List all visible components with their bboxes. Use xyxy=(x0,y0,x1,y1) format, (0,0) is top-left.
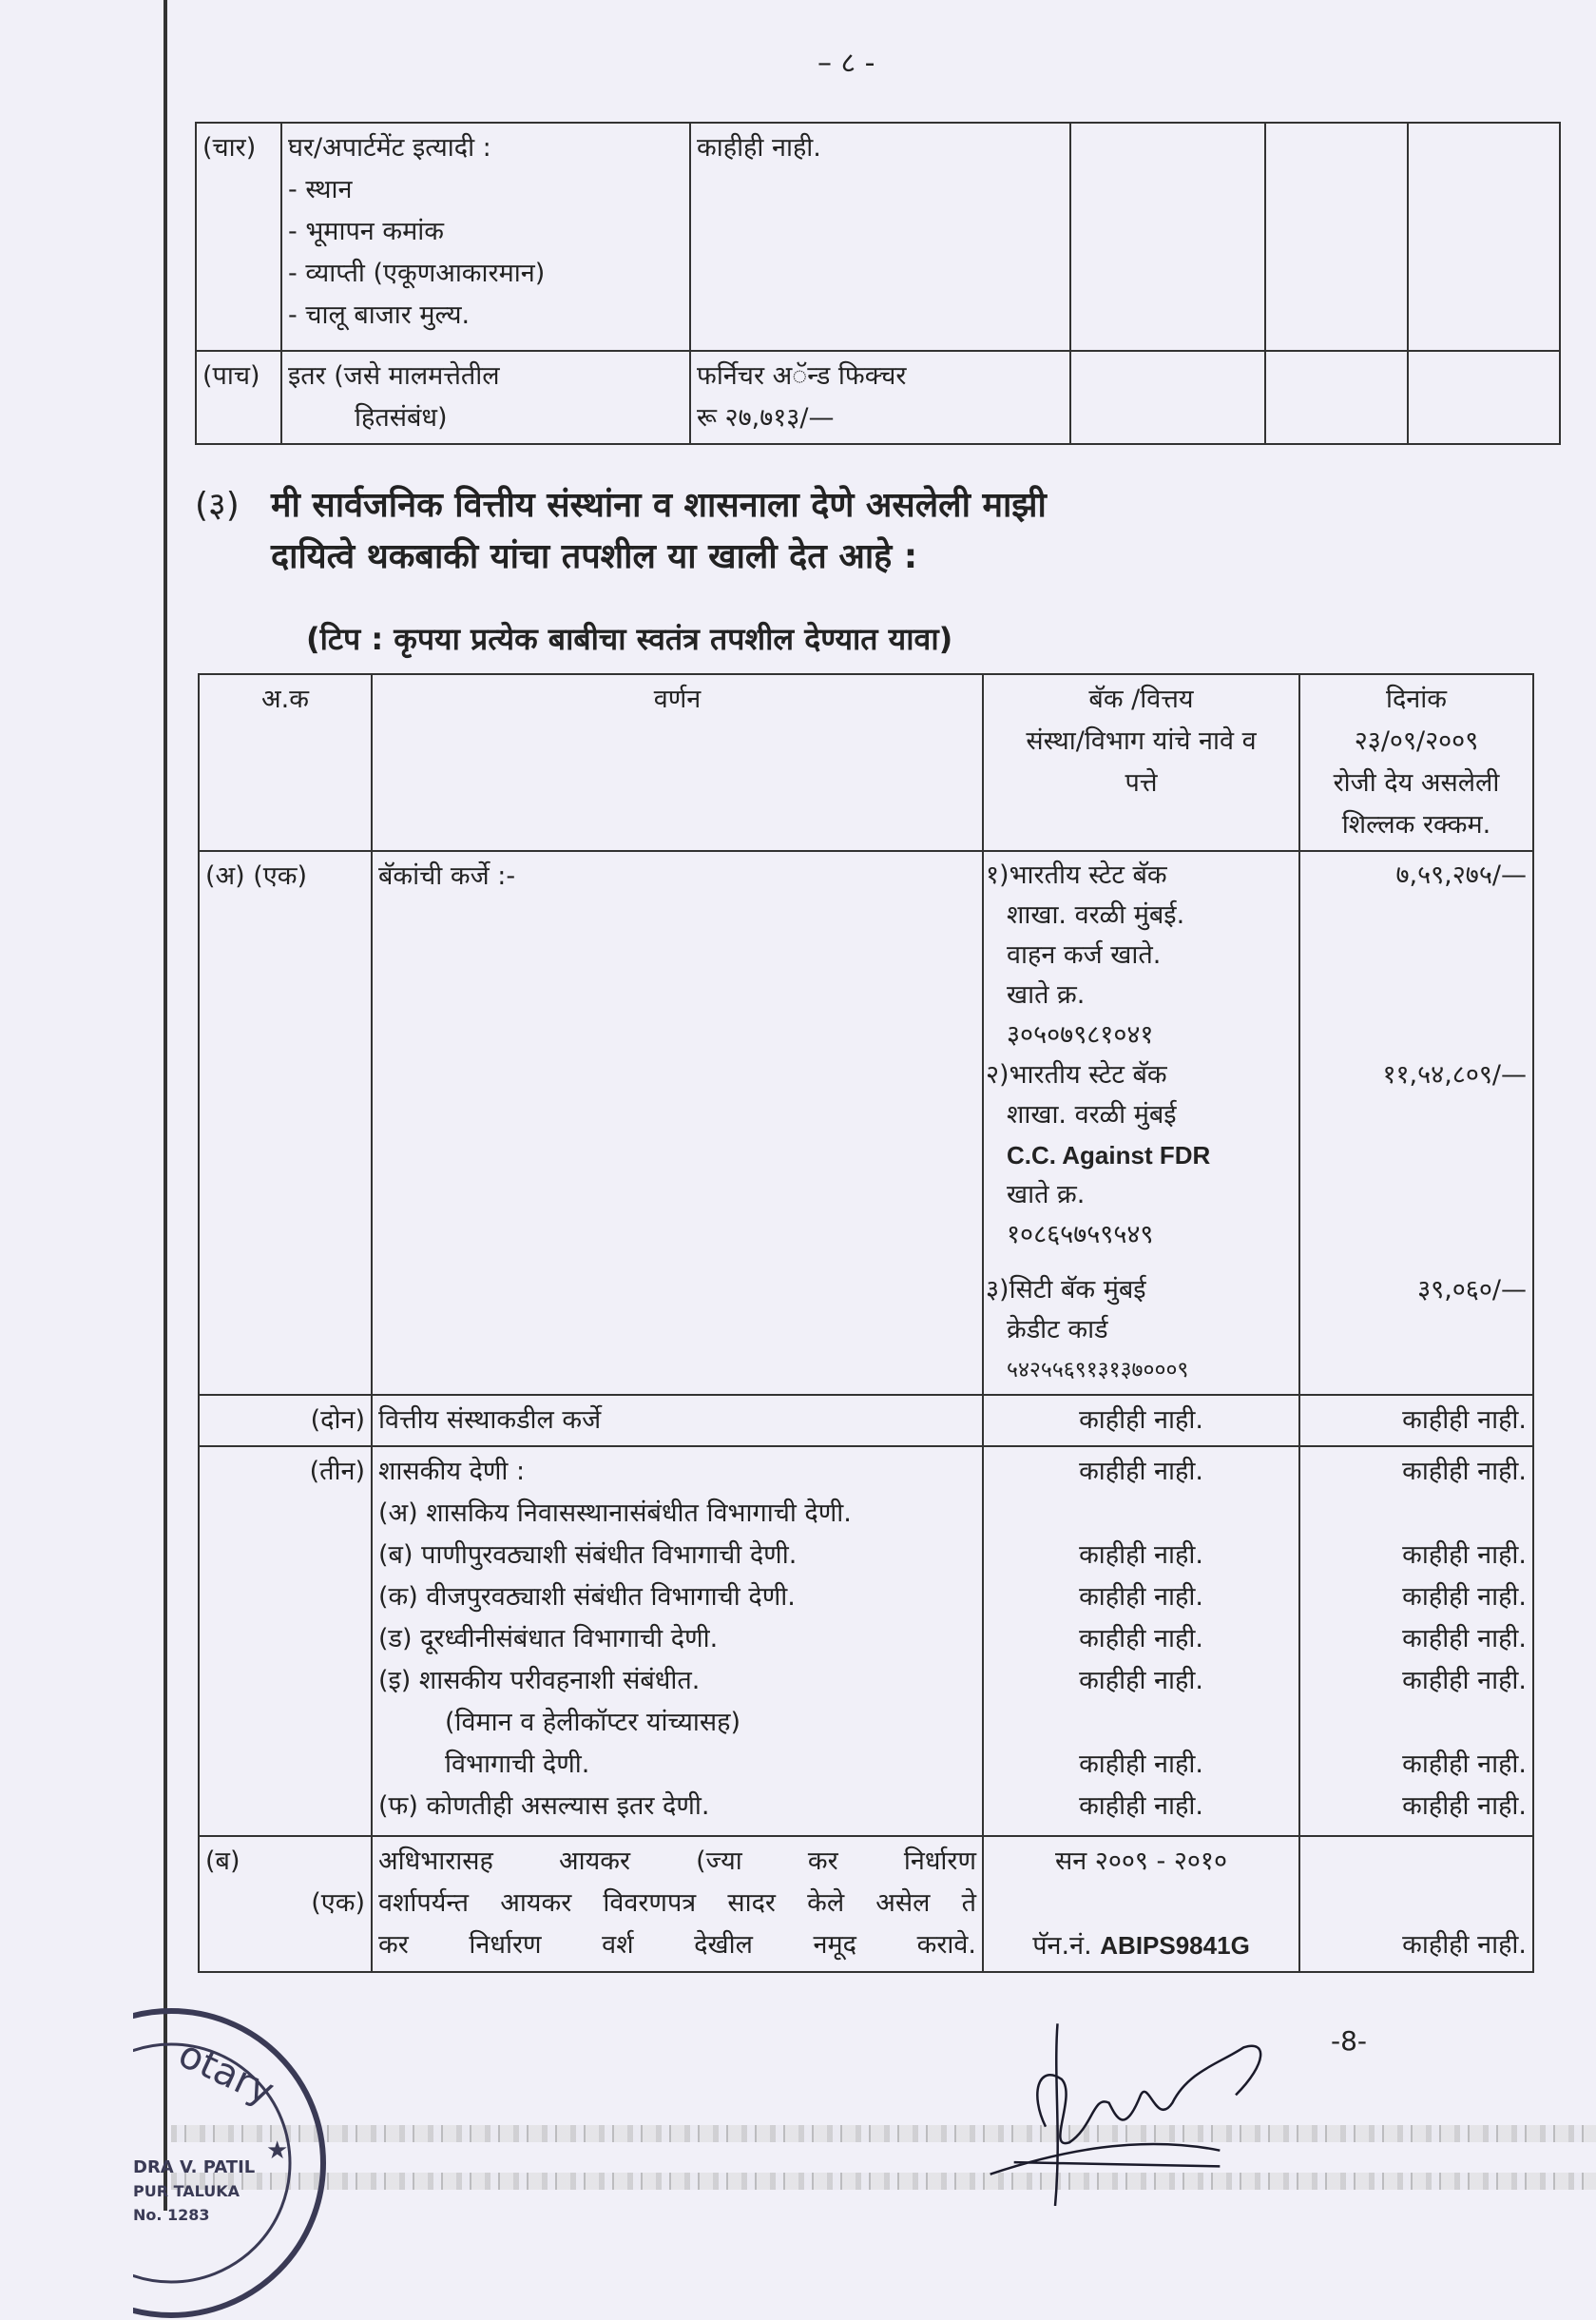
svg-text:No. 1283: No. 1283 xyxy=(133,2206,210,2224)
bank-details xyxy=(983,851,1299,1395)
section-note: (टिप : कृपया प्रत्येक बाबीचा स्वतंत्र तपशील देण्यात यावा) xyxy=(306,621,953,657)
row-number: (पाच) xyxy=(196,351,281,444)
header-bank xyxy=(983,674,1299,851)
header-line: २३/०९/२००९ xyxy=(1354,726,1479,756)
bank-value: काहीही नाही. xyxy=(1079,1624,1203,1653)
bank-value: काहीही नाही. xyxy=(1079,1750,1203,1779)
row-number-a: (ब) xyxy=(205,1846,240,1876)
amount-value xyxy=(1306,1493,1527,1535)
desc-line: - व्याप्ती (एकूणआकारमान) xyxy=(288,259,546,288)
table-row-govt xyxy=(199,1446,1533,1836)
detail-line: काहीही नाही. xyxy=(697,133,821,163)
amount-value: ११,५४,८०९/— xyxy=(1382,1060,1527,1090)
bank-line: खाते क्र. xyxy=(1007,1180,1086,1209)
desc-line: हितसंबंध) xyxy=(355,403,448,433)
amount-value: काहीही नाही. xyxy=(1402,1750,1527,1779)
row-detail xyxy=(690,351,1070,444)
row-number: (चार) xyxy=(196,123,281,351)
govt-item: (इ) शासकीय परीवहनाशी संबंधीत. xyxy=(378,1666,701,1695)
bank-line: २)भारतीय स्टेट बॅक xyxy=(986,1060,1167,1090)
detail-line: रू २७,७१३/— xyxy=(697,403,835,433)
desc-line: इतर (जसे मालमत्तेतील xyxy=(288,361,500,391)
amount-value: काहीही नाही. xyxy=(1402,1930,1527,1960)
desc-line: कर निर्धारण वर्श देखील नमूद करावे. xyxy=(378,1930,976,1960)
pan-number: ABIPS9841G xyxy=(1100,1931,1250,1960)
row-number: (तीन) xyxy=(199,1446,372,1836)
row-description xyxy=(281,123,690,351)
amount-value: काहीही नाही. xyxy=(1402,1457,1527,1486)
row-description xyxy=(281,351,690,444)
table-row-fin-inst xyxy=(199,1395,1533,1446)
scan-noise xyxy=(171,2173,1596,2190)
govt-item: (अ) शासकिय निवासस्थानासंबंधीत विभागाची देणी. xyxy=(378,1498,852,1528)
bank-value: काहीही नाही. xyxy=(1079,1666,1203,1695)
desc-line: - भूमापन कमांक xyxy=(288,217,444,246)
header-line: शिल्लक रक्कम. xyxy=(1341,810,1491,840)
svg-text:DRA V. PATIL: DRA V. PATIL xyxy=(133,2157,256,2177)
detail-line: फर्निचर अॅन्ड फिक्चर xyxy=(697,361,907,391)
bank-line: C.C. Against FDR xyxy=(1007,1141,1211,1170)
assessment-year: सन २००९ - २०१० xyxy=(1054,1846,1228,1876)
amount-value: काहीही नाही. xyxy=(1402,1666,1527,1695)
desc-line: - स्थान xyxy=(288,175,353,204)
header-line: पत्ते xyxy=(1125,768,1158,798)
govt-item: (फ) कोणतीही असल्यास इतर देणी. xyxy=(378,1791,710,1821)
svg-text:★: ★ xyxy=(266,2136,289,2165)
amount-value xyxy=(1306,1702,1527,1744)
bank-value: काहीही नाही. xyxy=(1079,1582,1203,1612)
govt-title: शासकीय देणी : xyxy=(378,1457,526,1486)
table-row xyxy=(196,351,1560,444)
empty-cell xyxy=(1070,351,1265,444)
table-row-income-tax xyxy=(199,1836,1533,1972)
header-description: वर्णन xyxy=(372,674,983,851)
card-number: ५४२५५६९१३१३७०००९ xyxy=(1007,1358,1189,1382)
govt-item: (विमान व हेलीकॉप्टर यांच्यासह) xyxy=(445,1708,741,1737)
empty-cell xyxy=(1408,123,1560,351)
section-number: (३) xyxy=(195,486,240,525)
amount-value: काहीही नाही. xyxy=(1402,1624,1527,1653)
assets-table xyxy=(195,122,1561,445)
amount-value: काहीही नाही. xyxy=(1402,1582,1527,1612)
desc-line: अधिभारासह आयकर (ज्या कर निर्धारण xyxy=(378,1846,976,1876)
amount-value: काहीही नाही. xyxy=(1299,1395,1533,1446)
bank-value: काहीही नाही. xyxy=(1079,1457,1203,1486)
amount-values xyxy=(1299,1446,1533,1836)
govt-item: (क) वीजपुरवठ्याशी संबंधीत विभागाची देणी. xyxy=(378,1582,796,1612)
row-description: बॅकांची कर्जे :- xyxy=(372,851,983,1395)
header-amount xyxy=(1299,674,1533,851)
bank-line: वाहन कर्ज खाते. xyxy=(1007,940,1162,970)
govt-item: विभागाची देणी. xyxy=(445,1750,590,1779)
bank-line: क्रेडीट कार्ड xyxy=(1007,1315,1108,1344)
empty-cell xyxy=(1265,123,1408,351)
amount-value: काहीही नाही. xyxy=(1402,1540,1527,1570)
amount-value: ३९,०६०/— xyxy=(1417,1275,1527,1305)
amount-value: काहीही नाही. xyxy=(1402,1791,1527,1821)
empty-cell xyxy=(1408,351,1560,444)
bank-values xyxy=(983,1446,1299,1836)
svg-text:otary: otary xyxy=(171,2032,281,2115)
govt-item: (ड) दूरध्वीनीसंबंधात विभागाची देणी. xyxy=(378,1624,719,1653)
row-description: वित्तीय संस्थाकडील कर्जे xyxy=(372,1395,983,1446)
desc-line: घर/अपार्टमेंट इत्यादी : xyxy=(288,133,491,163)
bank-line: शाखा. वरळी मुंबई xyxy=(1007,1100,1177,1130)
header-line: बॅक /वित्तय xyxy=(1088,685,1194,714)
bank-value: काहीही नाही. xyxy=(983,1395,1299,1446)
notary-stamp-icon xyxy=(133,2006,371,2320)
bank-line: खाते क्र. xyxy=(1007,980,1086,1010)
scan-noise xyxy=(171,2125,1596,2142)
footer-page-mark: -8- xyxy=(1331,2025,1368,2057)
account-number: ३०५०७९८१०४१ xyxy=(1007,1020,1154,1050)
row-number: (अ) (एक) xyxy=(199,851,372,1395)
table-row xyxy=(196,123,1560,351)
empty-cell xyxy=(1070,123,1265,351)
heading-line: दायित्वे थकबाकी यांचा तपशील या खाली देत आहे : xyxy=(271,537,918,576)
row-number: (दोन) xyxy=(199,1395,372,1446)
heading-line: मी सार्वजनिक वित्तीय संस्थांना व शासनाला देणे असलेली माझी xyxy=(271,486,1047,525)
table-row-bank-loans xyxy=(199,851,1533,1395)
pan-label: पॅन.नं. xyxy=(1032,1931,1092,1961)
amounts xyxy=(1299,851,1533,1395)
govt-item: (ब) पाणीपुरवठ्याशी संबंधीत विभागाची देणी. xyxy=(378,1540,798,1570)
page-number: – ८ - xyxy=(817,47,875,80)
row-number xyxy=(199,1836,372,1972)
bank-value: काहीही नाही. xyxy=(1079,1540,1203,1570)
header-row xyxy=(199,674,1533,851)
bank-line: १)भारतीय स्टेट बॅक xyxy=(986,860,1167,890)
bank-line: शाखा. वरळी मुंबई. xyxy=(1007,900,1185,930)
header-line: रोजी देय असलेली xyxy=(1333,768,1500,798)
tax-details xyxy=(983,1836,1299,1972)
header-line: संस्था/विभाग यांचे नावे व xyxy=(1026,726,1257,756)
row-description xyxy=(372,1446,983,1836)
account-number: १०८६५७५९५४९ xyxy=(1007,1220,1154,1249)
row-description xyxy=(372,1836,983,1972)
svg-text:PUR TALUKA: PUR TALUKA xyxy=(133,2182,240,2200)
header-line: दिनांक xyxy=(1385,685,1448,714)
desc-line: - चालू बाजार मुल्य. xyxy=(288,300,471,330)
row-number-b: (एक) xyxy=(311,1888,365,1918)
liabilities-table xyxy=(198,673,1534,1973)
header-serial: अ.क xyxy=(199,674,372,851)
signature-icon xyxy=(951,2016,1331,2206)
binding-margin-line xyxy=(163,0,167,2211)
section-heading xyxy=(195,480,1564,583)
empty-cell xyxy=(1265,351,1408,444)
bank-value xyxy=(990,1493,1293,1535)
desc-line: वर्शापर्यन्त आयकर विवरणपत्र सादर केले असेल ते xyxy=(378,1888,976,1918)
row-detail xyxy=(690,123,1070,351)
amount-cell xyxy=(1299,1836,1533,1972)
bank-line: ३)सिटी बॅक मुंबई xyxy=(986,1275,1146,1305)
bank-value xyxy=(990,1702,1293,1744)
amount-value: ७,५९,२७५/— xyxy=(1395,860,1527,890)
bank-value: काहीही नाही. xyxy=(1079,1791,1203,1821)
